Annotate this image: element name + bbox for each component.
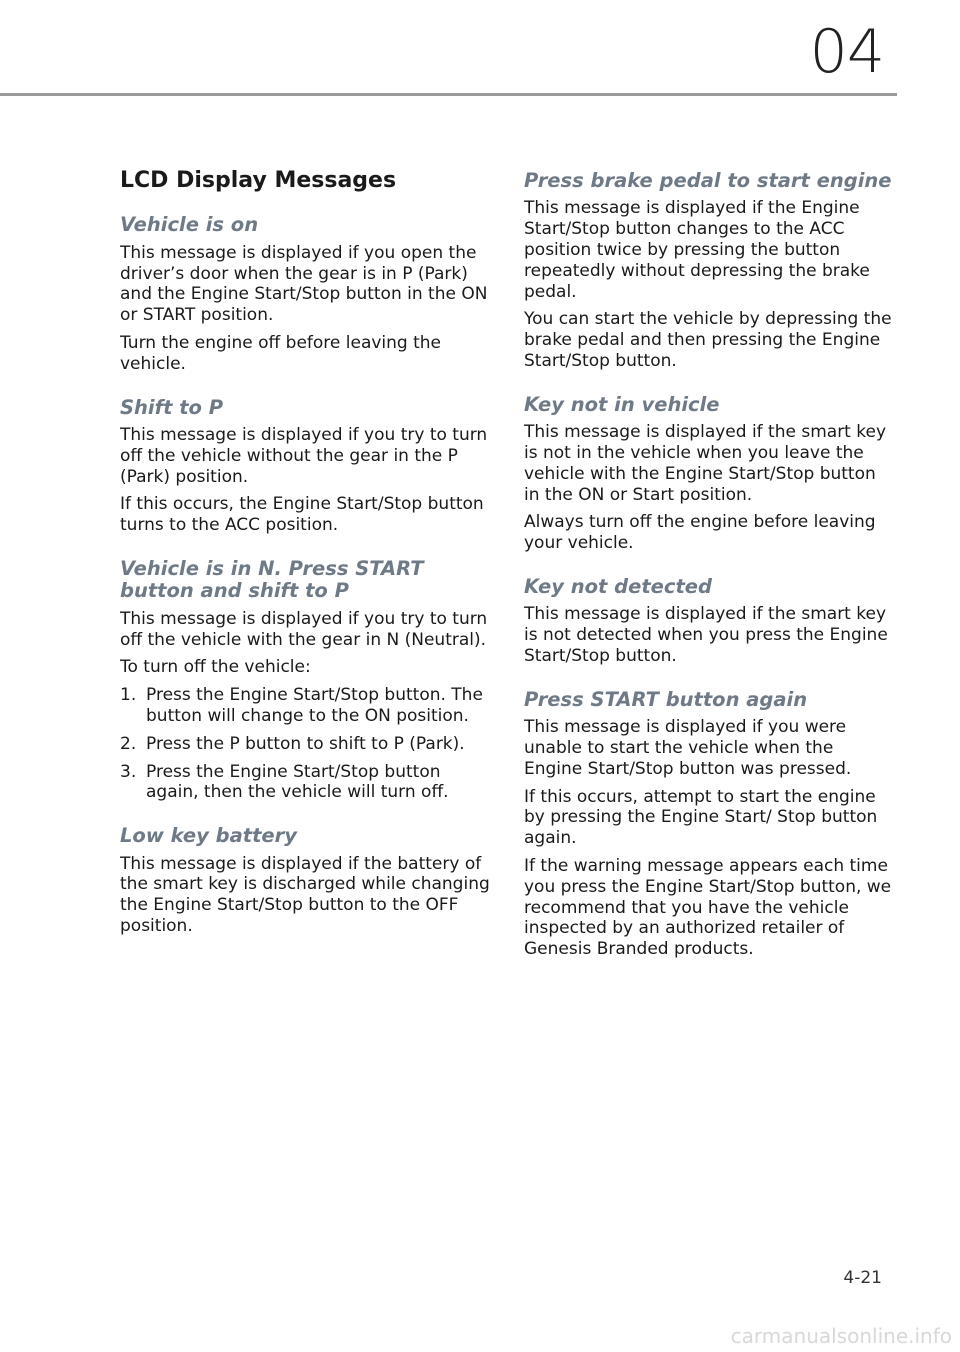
- section-heading: Shift to P: [120, 395, 224, 419]
- section-heading: Press START button again: [524, 687, 808, 711]
- section-key-not-detected: [524, 576, 896, 667]
- step-text: Press the Engine Start/Stop button again, then the vehicle will turn off.: [146, 761, 449, 803]
- chapter-number: 04: [809, 17, 884, 87]
- step-number: 3.: [120, 761, 137, 782]
- paragraph: Always turn off the engine before leaving your vehicle.: [524, 512, 876, 554]
- section-heading: Key not in vehicle: [524, 392, 720, 416]
- paragraph: This message is displayed if you try to turn off the vehicle with the gear in N (Neutral).: [120, 608, 488, 650]
- list-item: [120, 762, 492, 804]
- step-number: 1.: [120, 685, 137, 706]
- section-heading: Vehicle is on: [120, 213, 259, 237]
- paragraph: If this occurs, attempt to start the engine by pressing the Engine Start/ Stop button again.: [524, 786, 878, 849]
- paragraph: This message is displayed if the smart key is not in the vehicle when you leave the vehicle with the Engine Start/Stop button in the ON or Start position.: [524, 422, 887, 505]
- list-item: [120, 734, 492, 755]
- paragraph: You can start the vehicle by depressing the brake pedal and then pressing the Engine Start/Stop button.: [524, 309, 892, 371]
- paragraph: This message is displayed if you try to turn off the vehicle without the gear in the P (Park) position.: [120, 425, 488, 487]
- section-heading: Key not detected: [524, 575, 712, 598]
- section-heading: Vehicle is in N. Press START button and shift to P: [120, 557, 424, 603]
- watermark: carmanualsonline.info: [730, 1324, 952, 1348]
- paragraph: This message is displayed if the smart key is not detected when you press the Engine Start/Stop button.: [524, 604, 888, 667]
- paragraph: This message is displayed if the Engine Start/Stop button changes to the ACC position twice by pressing the button repeatedly without depressing the brake pedal.: [524, 198, 870, 302]
- section-heading: Low key battery: [120, 824, 297, 848]
- step-text: Press the P button to shift to P (Park).: [146, 733, 465, 754]
- section-press-start-again: [524, 689, 896, 960]
- paragraph: This message is displayed if you open the driver’s door when the gear is in P (Park) and the Engine Start/Stop button in the ON or START position.: [120, 242, 488, 326]
- left-column: [120, 168, 492, 959]
- paragraph: This message is displayed if you were unable to start the vehicle when the Engine Start/Stop button was pressed.: [524, 717, 852, 779]
- section-low-key-battery: [120, 825, 492, 937]
- paragraph: Turn the engine off before leaving the vehicle.: [120, 333, 442, 374]
- paragraph: If the warning message appears each time you press the Engine Start/Stop button, we recommend that you have the vehicle inspected by an authorized retailer of Genesis Branded products.: [524, 856, 892, 960]
- section-key-not-in-vehicle: [524, 394, 896, 554]
- section-shift-to-p: [120, 397, 492, 536]
- list-item: [120, 685, 492, 727]
- section-press-brake-pedal: [524, 170, 896, 372]
- right-column: [524, 170, 896, 982]
- step-text: Press the Engine Start/Stop button. The button will change to the ON position.: [146, 685, 483, 727]
- section-vehicle-in-n: [120, 558, 492, 803]
- header-rule: [0, 93, 897, 96]
- paragraph: This message is displayed if the battery of the smart key is discharged while changing the Engine Start/Stop button to the OFF position.: [120, 853, 490, 937]
- paragraph: To turn off the vehicle:: [120, 657, 311, 678]
- page-title: LCD Display Messages: [120, 168, 397, 193]
- steps-list: [120, 685, 492, 803]
- page-number: 4-21: [843, 1268, 882, 1288]
- section-heading: Press brake pedal to start engine: [524, 169, 892, 192]
- paragraph: If this occurs, the Engine Start/Stop button turns to the ACC position.: [120, 494, 484, 536]
- step-number: 2.: [120, 733, 137, 754]
- section-vehicle-is-on: [120, 214, 492, 374]
